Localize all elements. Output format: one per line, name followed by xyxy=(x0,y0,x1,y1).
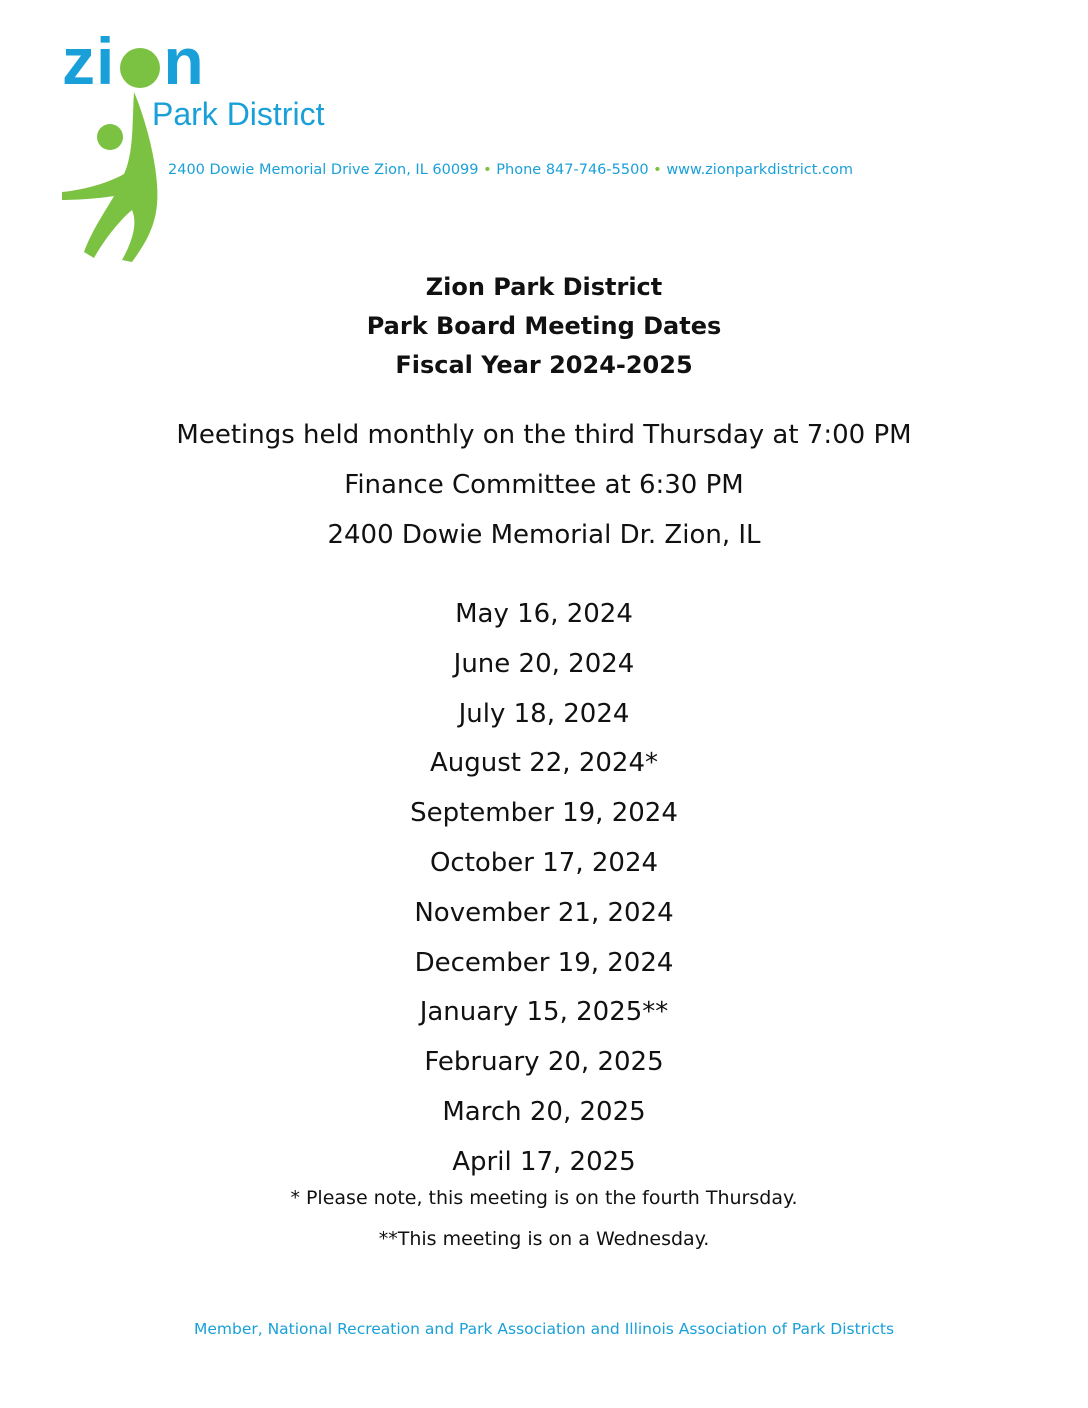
header-website: www.zionparkdistrict.com xyxy=(666,162,854,178)
meeting-date: December 19, 2024 xyxy=(414,947,674,978)
title-line-3: Fiscal Year 2024-2025 xyxy=(395,351,693,379)
footnotes xyxy=(0,1178,1088,1260)
footnote-fourth-thursday: * Please note, this meeting is on the fourth Thursday. xyxy=(290,1187,798,1209)
logo-word-part2: n xyxy=(163,24,205,98)
meeting-date: July 18, 2024 xyxy=(458,698,630,729)
meeting-date: April 17, 2025 xyxy=(452,1146,636,1177)
logo-o-dot xyxy=(120,48,160,88)
meeting-details xyxy=(0,410,1088,560)
membership-footer: Member, National Recreation and Park Association and Illinois Association of Park Districts xyxy=(193,1320,895,1338)
meeting-date: February 20, 2025 xyxy=(424,1047,664,1078)
separator-bullet: • xyxy=(653,162,662,178)
header-contact-line xyxy=(168,162,853,178)
meeting-date: November 21, 2024 xyxy=(414,897,674,928)
logo-subtitle: Park District xyxy=(152,96,325,132)
meeting-location: 2400 Dowie Memorial Dr. Zion, IL xyxy=(327,520,761,550)
header-address: 2400 Dowie Memorial Drive Zion, IL 60099 xyxy=(168,162,479,178)
meeting-date: January 15, 2025** xyxy=(419,997,669,1028)
meeting-date: September 19, 2024 xyxy=(410,798,678,829)
title-line-2: Park Board Meeting Dates xyxy=(366,312,722,340)
meeting-dates-list xyxy=(0,590,1088,1188)
person-leaping-icon xyxy=(62,92,172,264)
header-phone: Phone 847-746-5500 xyxy=(496,162,649,178)
logo xyxy=(62,24,362,268)
meeting-date: June 20, 2024 xyxy=(453,648,635,679)
title-line-1: Zion Park District xyxy=(425,273,663,301)
meeting-date: August 22, 2024* xyxy=(429,748,659,779)
meeting-date: March 20, 2025 xyxy=(442,1096,646,1127)
logo-wordmark xyxy=(62,24,205,98)
meeting-schedule: Meetings held monthly on the third Thursday at 7:00 PM xyxy=(176,420,912,450)
document-title xyxy=(0,268,1088,385)
footnote-wednesday: **This meeting is on a Wednesday. xyxy=(378,1228,710,1250)
meeting-date: October 17, 2024 xyxy=(429,847,659,878)
separator-bullet: • xyxy=(483,162,492,178)
meeting-date: May 16, 2024 xyxy=(455,599,633,629)
logo-word-part1: zi xyxy=(62,24,116,98)
finance-committee: Finance Committee at 6:30 PM xyxy=(344,470,744,500)
